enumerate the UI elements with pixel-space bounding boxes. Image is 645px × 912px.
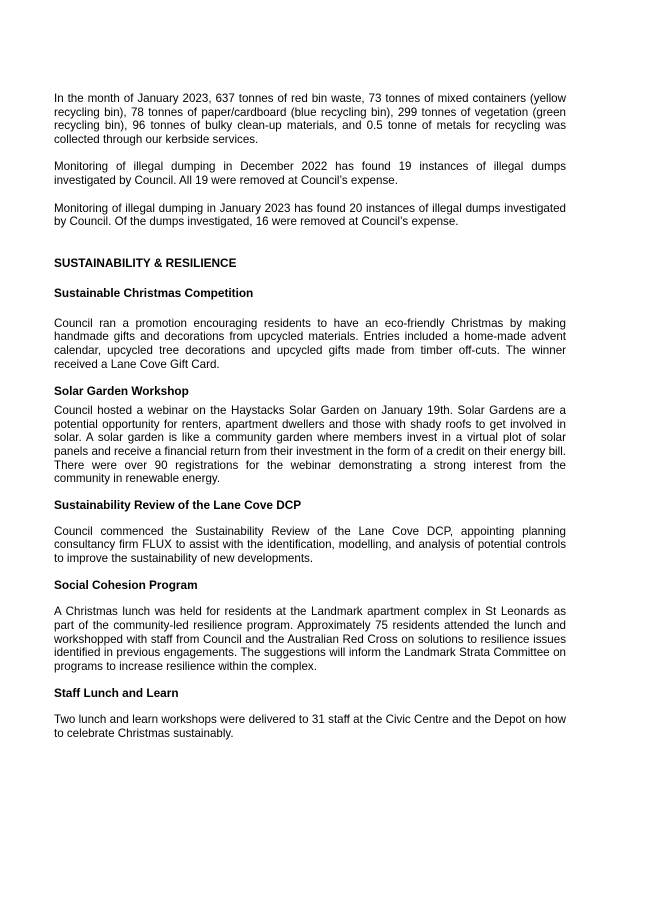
waste-collection-paragraph: In the month of January 2023, 637 tonnes of red bin waste, 73 tonnes of mixed containers (yellow recycling bin), 78 tonnes of paper/cardboard (blue recycling bin), 299 tonnes of vegetation (green recycling bin), 96 tonnes of bulky clean-up materials, and 0.5 tonne of metals for recycling was collected through our kerbside services. xyxy=(54,92,566,146)
social-cohesion-paragraph: A Christmas lunch was held for residents at the Landmark apartment complex in St Leonards as part of the community-led resilience program. Approximately 75 residents attended the lunch and workshopped with staff from Council and the Australian Red Cross on solutions to resilience issues identified in previous engagements. The suggestions will inform the Landmark Strata Committee on programs to increase resilience within the complex. xyxy=(54,605,566,673)
heading-christmas-competition: Sustainable Christmas Competition xyxy=(54,285,254,300)
christmas-competition-paragraph: Council ran a promotion encouraging residents to have an eco-friendly Christmas by making handmade gifts and decorations from upcycled materials. Entries included a home-made advent calendar, upcycled tree decorations and upcycled gifts made from timber off-cuts. The winner received a Lane Cove Gift Card. xyxy=(54,316,566,371)
heading-staff-lunch: Staff Lunch and Learn xyxy=(54,686,179,701)
illegal-dumping-january-paragraph: Monitoring of illegal dumping in January 2023 has found 20 instances of illegal dumps investigated by Council. Of the dumps investigated, 16 were removed at Council’s expense. xyxy=(54,201,566,229)
illegal-dumping-december-paragraph: Monitoring of illegal dumping in December 2022 has found 19 instances of illegal dumps investigated by Council. All 19 were removed at Council’s expense. xyxy=(54,160,566,187)
section-title-sustainability: SUSTAINABILITY & RESILIENCE xyxy=(54,255,237,270)
heading-solar-garden: Solar Garden Workshop xyxy=(54,384,189,399)
heading-social-cohesion: Social Cohesion Program xyxy=(54,578,198,593)
solar-garden-paragraph: Council hosted a webinar on the Haystacks Solar Garden on January 19th. Solar Gardens are a potential opportunity for renters, apartment dwellers and those with shady roofs to get involved in solar. A solar garden is like a community garden where members invest in a virtual plot of solar panels and receive a financial return from their investment in the form of a credit on their energy bill. There were over 90 registrations for the webinar demonstrating a strong interest from the community in renewable energy. xyxy=(54,404,566,486)
staff-lunch-paragraph: Two lunch and learn workshops were delivered to 31 staff at the Civic Centre and the Depot on how to celebrate Christmas sustainably. xyxy=(54,713,566,741)
document-page xyxy=(54,92,566,741)
dcp-review-paragraph: Council commenced the Sustainability Review of the Lane Cove DCP, appointing planning consultancy firm FLUX to assist with the identification, modelling, and analysis of potential controls to improve the sustainability of new developments. xyxy=(54,524,566,565)
heading-dcp-review: Sustainability Review of the Lane Cove DCP xyxy=(54,497,302,512)
